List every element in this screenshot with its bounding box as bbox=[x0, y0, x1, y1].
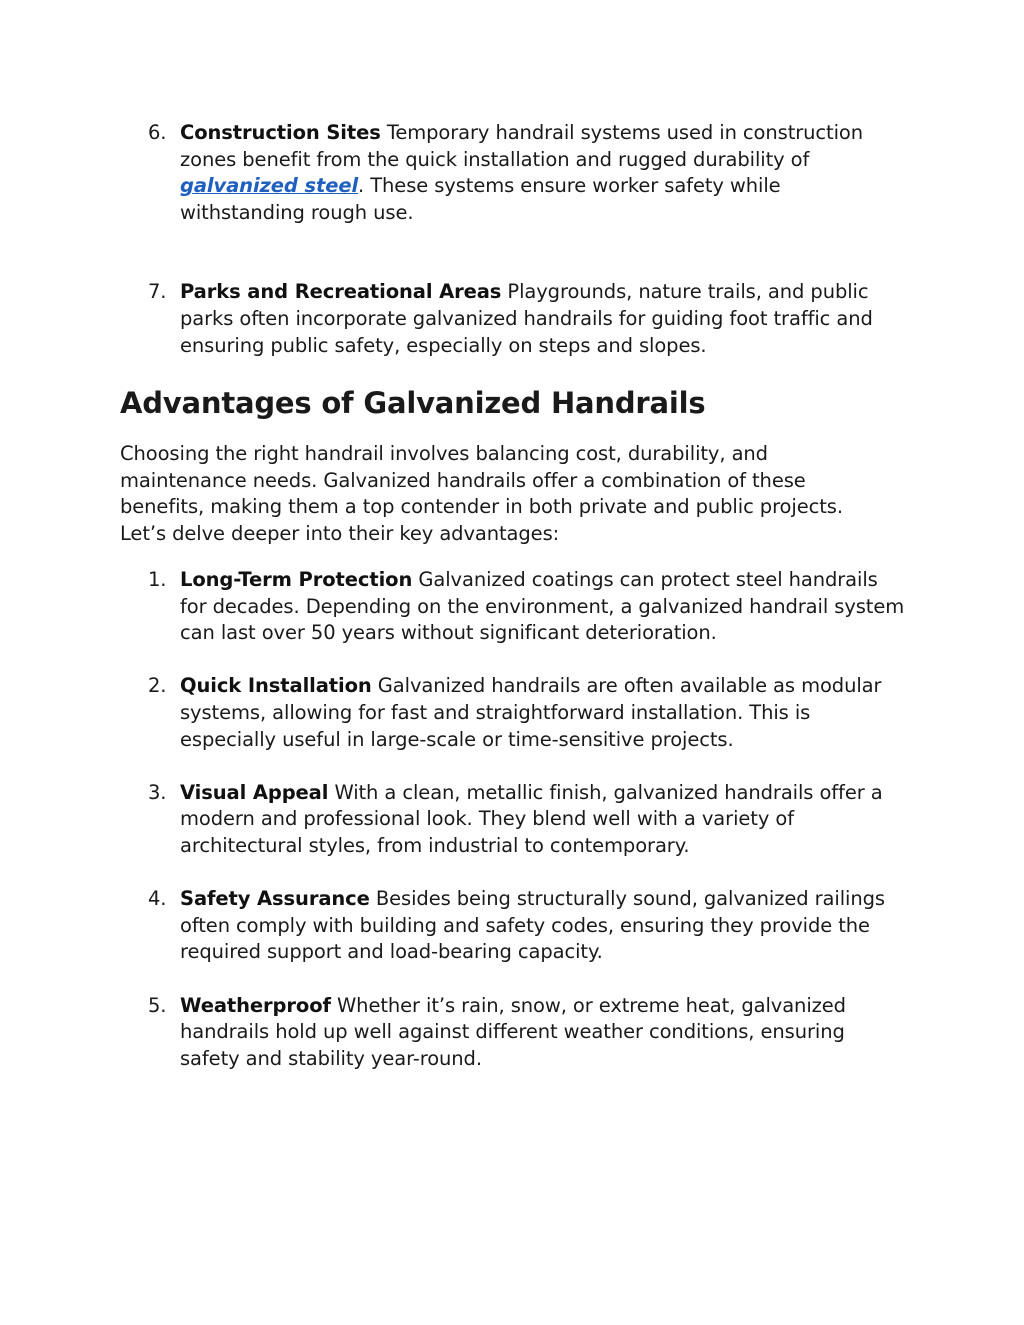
item-text: With a clean, metallic finish, galvanized handrails offer a modern and professional look. They blend well with a variety of architectural styles, from industrial to contemporary. bbox=[180, 780, 883, 857]
item-text: Galvanized handrails are often available as modular systems, allowing for fast and straightforward installation. This is especially useful in large-scale or time-sensitive projects. bbox=[180, 674, 882, 751]
section-heading: Advantages of Galvanized Handrails bbox=[120, 386, 706, 420]
item-text: Playgrounds, nature trails, and public parks often incorporate galvanized handrails for guiding foot traffic and ensuring public safety, especially on steps and slopes. bbox=[180, 280, 873, 357]
list-number: 7. bbox=[148, 280, 167, 304]
item-title: Weatherproof bbox=[180, 993, 331, 1017]
item-title: Quick Installation bbox=[180, 674, 372, 698]
item-title: Long-Term Protection bbox=[180, 568, 413, 591]
list-item-visual-appeal bbox=[120, 780, 910, 860]
item-text-continued: . These systems ensure worker safety while withstanding rough use. bbox=[180, 174, 781, 224]
item-title: Parks and Recreational Areas bbox=[180, 280, 502, 304]
list-number: 2. bbox=[148, 674, 167, 698]
list-item-construction-sites bbox=[120, 120, 910, 226]
list-item-weatherproof bbox=[120, 993, 910, 1073]
list-item-parks bbox=[120, 279, 910, 359]
list-number: 1. bbox=[148, 568, 167, 591]
list-item-quick-installation bbox=[120, 673, 910, 753]
list-number: 3. bbox=[148, 780, 167, 804]
list-number: 6. bbox=[148, 121, 167, 144]
galvanized-steel-link[interactable]: galvanized steel bbox=[180, 174, 359, 198]
item-text: Temporary handrail systems used in construction zones benefit from the quick installation and rugged durability of bbox=[180, 121, 863, 171]
item-text: Galvanized coatings can protect steel handrails for decades. Depending on the environment, a galvanized handrail system can last over 50 years without significant deterioration. bbox=[180, 568, 905, 645]
intro-paragraph: Choosing the right handrail involves balancing cost, durability, and maintenance needs. Galvanized handrails offer a combination of these benefits, making them a top contender in both private and public projects. Let’s delve deeper into their key advantages: bbox=[120, 442, 843, 545]
item-text: Besides being structurally sound, galvanized railings often comply with building and safety codes, ensuring they provide the required support and load-bearing capacity. bbox=[180, 887, 885, 964]
item-title: Construction Sites bbox=[180, 121, 381, 144]
advantages-list bbox=[120, 567, 910, 1072]
item-title: Safety Assurance bbox=[180, 887, 370, 911]
list-number: 4. bbox=[148, 887, 167, 911]
list-number: 5. bbox=[148, 993, 167, 1017]
list-item-safety-assurance bbox=[120, 886, 910, 966]
top-list bbox=[120, 120, 910, 359]
item-title: Visual Appeal bbox=[180, 780, 329, 804]
list-item-long-term-protection bbox=[120, 567, 910, 647]
item-text: Whether it’s rain, snow, or extreme heat, galvanized handrails hold up well against different weather conditions, ensuring safety and stability year-round. bbox=[180, 993, 846, 1070]
